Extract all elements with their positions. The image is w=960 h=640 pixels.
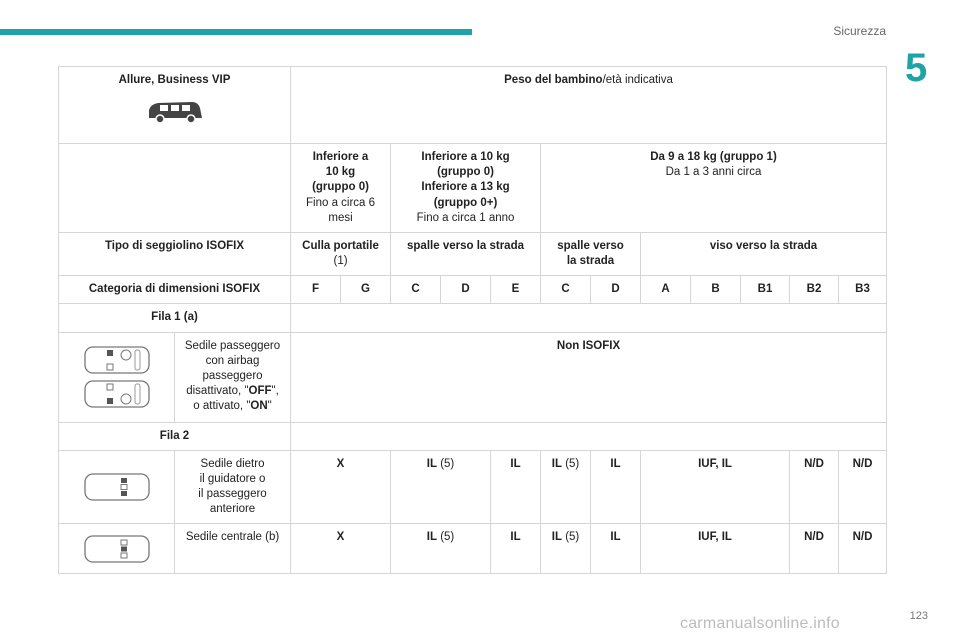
carrycot-value: X <box>291 450 391 524</box>
forward-facing-value: IUF, IL <box>641 450 790 524</box>
forward-facing-value: IUF, IL <box>641 524 790 574</box>
table-row <box>59 304 887 332</box>
size-class-value: G <box>341 276 391 304</box>
rear-facing-value: IL (5) <box>541 450 591 524</box>
car-top-view-icon <box>81 344 153 376</box>
size-class-value: D <box>591 276 641 304</box>
size-class-value: C <box>391 276 441 304</box>
size-class-value: B3 <box>839 276 887 304</box>
chapter-number: 5 <box>905 46 928 90</box>
table-row <box>59 276 887 304</box>
size-class-value: D <box>441 276 491 304</box>
rear-facing-value: IL (5) <box>391 450 491 524</box>
seat-type-label: Tipo di seggiolino ISOFIX <box>59 232 291 275</box>
section-title: Sicurezza <box>833 24 886 38</box>
size-class-value: C <box>541 276 591 304</box>
isofix-table <box>58 66 887 574</box>
front-seat-diagram-cell <box>59 332 175 422</box>
corner-cell <box>59 67 291 144</box>
size-class-value: B1 <box>741 276 790 304</box>
rear-facing-cell: spalle verso la strada <box>391 232 541 275</box>
rear-facing-value: IL <box>491 450 541 524</box>
table-row <box>59 524 887 574</box>
group-0-cell: Inferiore a 10 kg (gruppo 0) Fino a circa 6 mesi <box>291 144 391 233</box>
header-accent-bar <box>0 29 472 35</box>
car-top-view-icon <box>81 471 153 503</box>
rear-facing-value: IL <box>591 524 641 574</box>
table-row <box>59 450 887 524</box>
watermark: carmanualsonline.info <box>680 615 840 632</box>
row-2-label: Fila 2 <box>59 422 291 450</box>
page-number: 123 <box>909 610 928 622</box>
table-row <box>59 332 887 422</box>
not-available-value: N/D <box>790 450 839 524</box>
non-isofix-cell: Non ISOFIX <box>291 332 887 422</box>
group-1-cell: Da 9 a 18 kg (gruppo 1) Da 1 a 3 anni circa <box>541 144 887 233</box>
size-class-value: B2 <box>790 276 839 304</box>
rear-facing-cell-2: spalle verso la strada <box>541 232 641 275</box>
not-available-value: N/D <box>839 524 887 574</box>
rear-center-seat-cell: Sedile centrale (b) <box>175 524 291 574</box>
carrycot-cell: Culla portatile (1) <box>291 232 391 275</box>
version-label: Allure, Business VIP <box>118 74 231 86</box>
child-weight-header: Peso del bambino/età indicativa <box>291 67 887 144</box>
front-passenger-seat-cell: Sedile passeggero con airbag passeggero disattivato, "OFF", o attivato, "ON" <box>175 332 291 422</box>
rear-facing-value: IL (5) <box>391 524 491 574</box>
table-row <box>59 67 887 144</box>
not-available-value: N/D <box>790 524 839 574</box>
van-icon <box>146 98 204 124</box>
not-available-value: N/D <box>839 450 887 524</box>
size-class-value: B <box>691 276 741 304</box>
row-1-label: Fila 1 (a) <box>59 304 291 332</box>
table-row <box>59 232 887 275</box>
forward-facing-cell: viso verso la strada <box>641 232 887 275</box>
car-top-view-icon <box>81 533 153 565</box>
rear-facing-value: IL (5) <box>541 524 591 574</box>
rear-outer-seat-diagram-cell <box>59 450 175 524</box>
size-class-value: F <box>291 276 341 304</box>
rear-facing-value: IL <box>591 450 641 524</box>
size-class-value: E <box>491 276 541 304</box>
rear-outer-seat-cell: Sedile dietro il guidatore o il passeggero anteriore <box>175 450 291 524</box>
rear-facing-value: IL <box>491 524 541 574</box>
rear-center-seat-diagram-cell <box>59 524 175 574</box>
carrycot-value: X <box>291 524 391 574</box>
size-class-label: Categoria di dimensioni ISOFIX <box>59 276 291 304</box>
table-row <box>59 144 887 233</box>
group-0plus-cell: Inferiore a 10 kg (gruppo 0) Inferiore a 13 kg (gruppo 0+) Fino a circa 1 anno <box>391 144 541 233</box>
table-row <box>59 422 887 450</box>
car-top-view-icon <box>81 378 153 410</box>
size-class-value: A <box>641 276 691 304</box>
